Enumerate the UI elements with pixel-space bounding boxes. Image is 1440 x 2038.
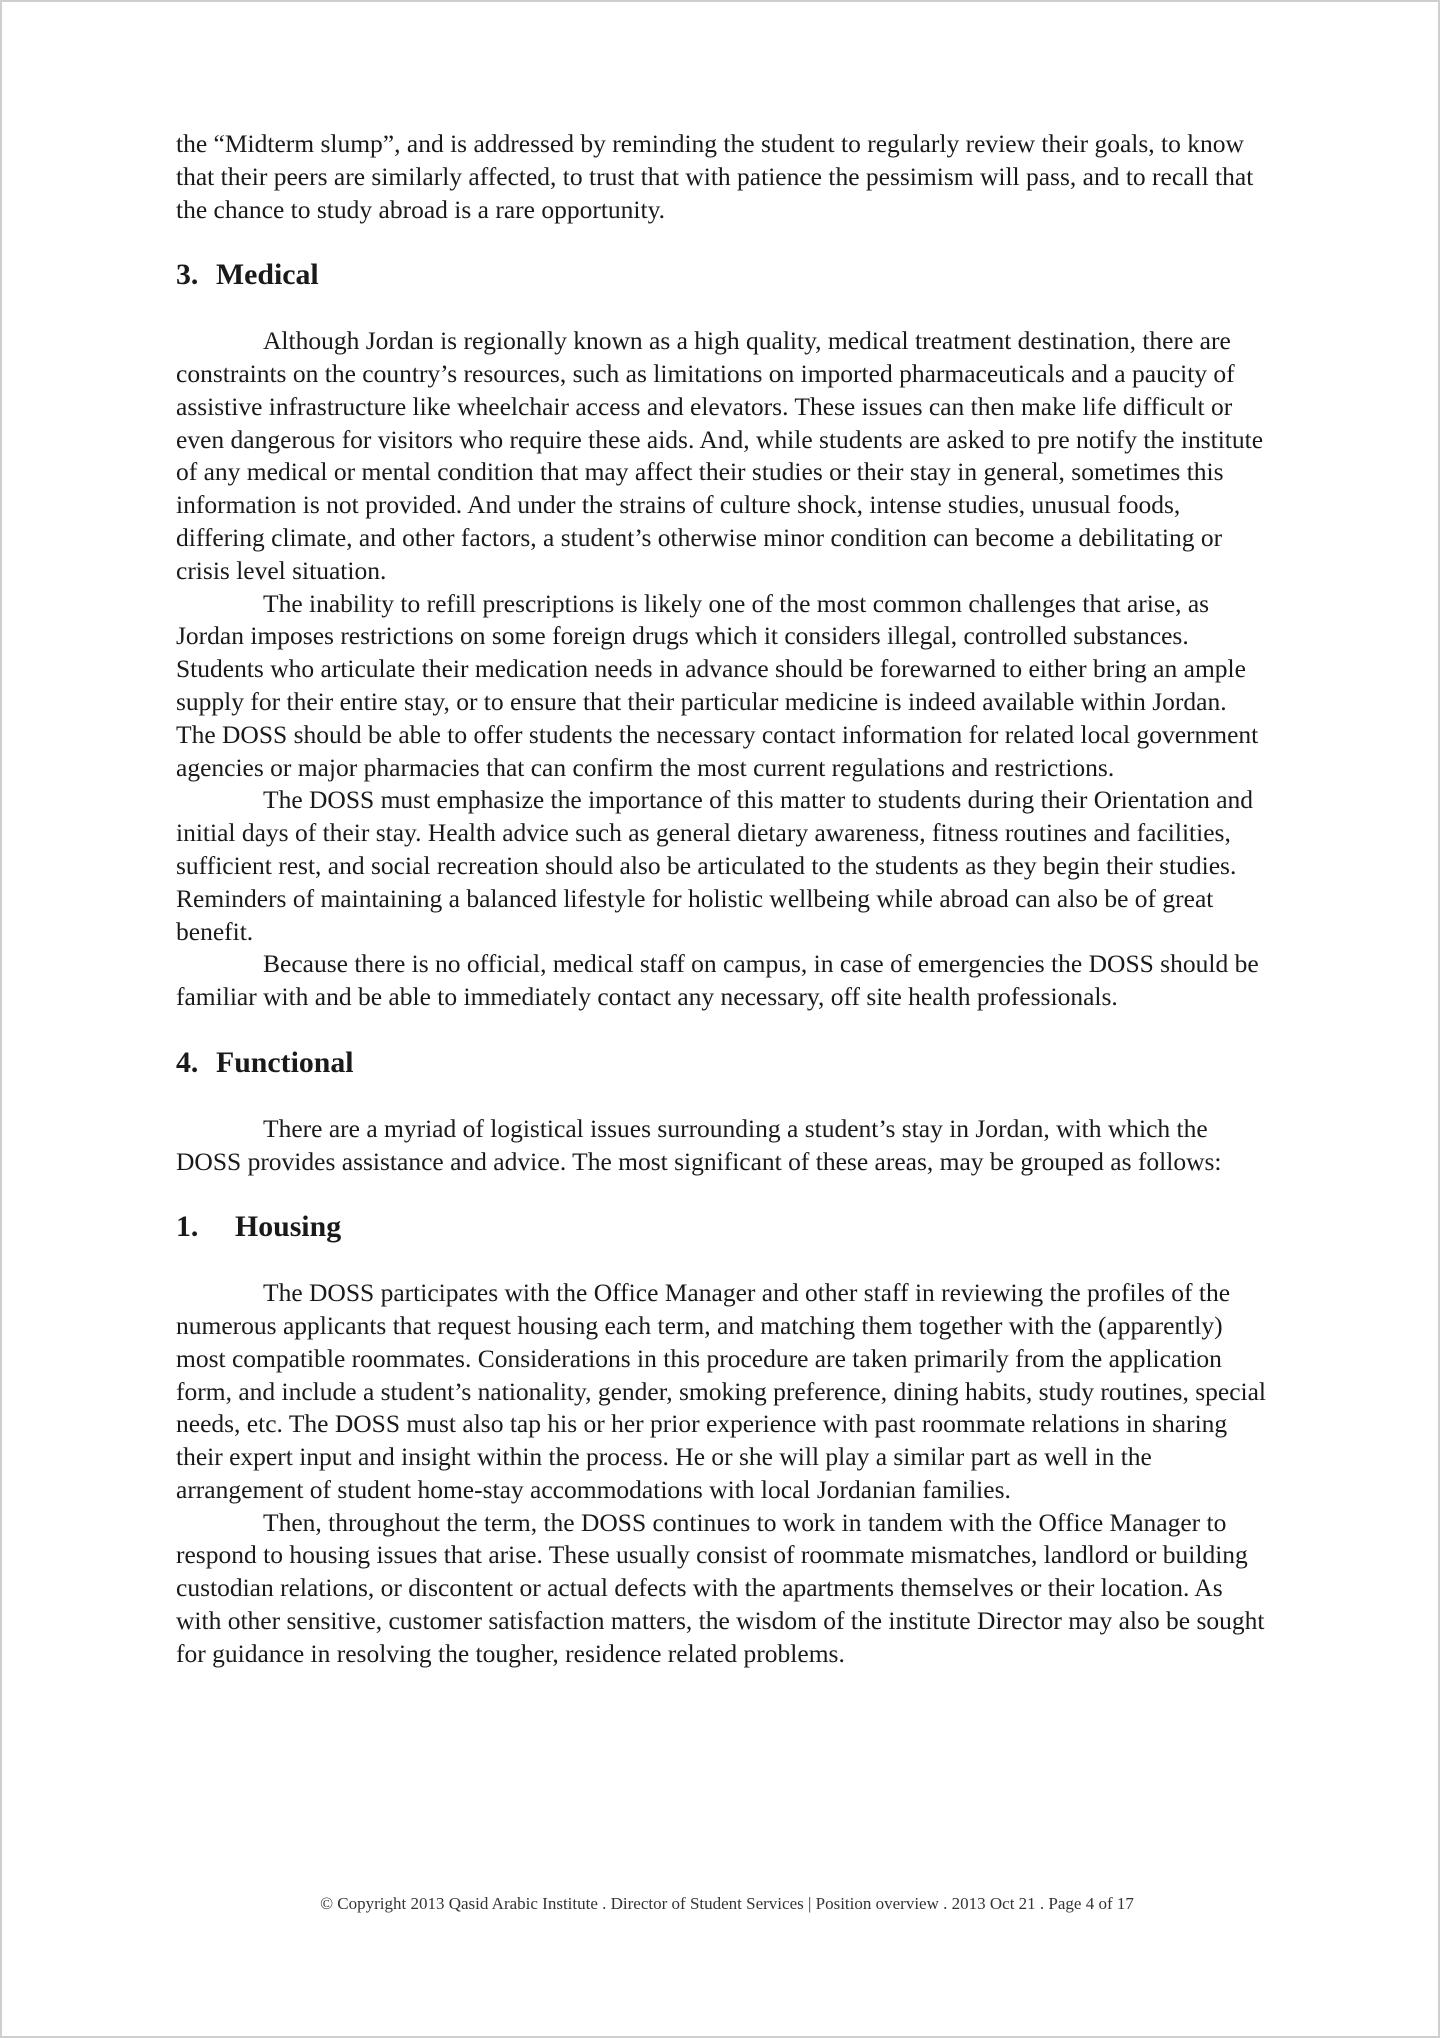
- section-title: Medical: [216, 258, 319, 292]
- section-title: Functional: [216, 1045, 354, 1079]
- spacer: [176, 1178, 1268, 1211]
- page-footer: © Copyright 2013 Qasid Arabic Institute . Director of Student Services | Position overview . 2013 Oct 21 . Page 4 of 17: [320, 1894, 1134, 1913]
- functional-paragraph-1: There are a myriad of logistical issues surrounding a student’s stay in Jordan, with which the DOSS provides assistance and advice. The most significant of these areas, may be grouped as follows:: [176, 1113, 1222, 1176]
- section-heading-functional: [176, 1047, 1268, 1080]
- section-heading-medical: [176, 259, 1268, 292]
- section-number: 3.: [176, 258, 199, 292]
- intro-paragraph: the “Midterm slump”, and is addressed by reminding the student to regularly review their goals, to know that their peers are similarly affected, to trust that with patience the pessimism will pass, and to recall that the chance to study abroad is a rare opportunity.: [176, 129, 1254, 224]
- housing-paragraph-2: Then, throughout the term, the DOSS continues to work in tandem with the Office Manager to respond to housing issues that arise. These usually consist of roommate mismatches, landlord or building custodian relations, or discontent or actual defects with the apartments themselves or their location. As with other sensitive, customer satisfaction matters, the wisdom of the institute Director may also be sought for guidance in resolving the tougher, residence related problems.: [176, 1507, 1265, 1668]
- housing-paragraph-1: The DOSS participates with the Office Manager and other staff in reviewing the profiles of the numerous applicants that request housing each term, and matching them together with the (apparently) most compatible roommates. Considerations in this procedure are taken primarily from the application form, and include a student’s nationality, gender, smoking preference, dining habits, study routines, special needs, etc. The DOSS must also tap his or her prior experience with past roommate relations in sharing their expert input and insight within the process. He or she will play a similar part as well in the arrangement of student home-stay accommodations with local Jordanian families.: [176, 1278, 1267, 1504]
- spacer: [176, 292, 1268, 325]
- section-heading-housing: [176, 1211, 1268, 1244]
- spacer: [176, 1014, 1268, 1047]
- medical-paragraph-3: The DOSS must emphasize the importance of this matter to students during their Orientation and initial days of their stay. Health advice such as general dietary awareness, fitness routines and facilities, sufficient rest, and social recreation should also be articulated to the students as they begin their studies. Reminders of maintaining a balanced lifestyle for holistic wellbeing while abroad can also be of great benefit.: [176, 785, 1254, 946]
- section-number: 1.: [176, 1210, 199, 1244]
- medical-paragraph-4: Because there is no official, medical staff on campus, in case of emergencies the DOSS should be familiar with and be able to immediately contact any necessary, off site health professionals.: [176, 949, 1259, 1012]
- medical-paragraph-1: Although Jordan is regionally known as a high quality, medical treatment destination, there are constraints on the country’s resources, such as limitations on imported pharmaceuticals and a paucity of assistive infrastructure like wheelchair access and elevators. These issues can then make life difficult or even dangerous for visitors who require these aids. And, while students are asked to pre notify the institute of any medical or mental condition that may affect their studies or their stay in general, sometimes this information is not provided. And under the strains of culture shock, intense studies, unusual foods, differing climate, and other factors, a student’s otherwise minor condition can become a debilitating or crisis level situation.: [176, 326, 1264, 585]
- medical-paragraph-2: The inability to refill prescriptions is likely one of the most common challenges that arise, as Jordan imposes restrictions on some foreign drugs which it considers illegal, controlled substances. Students who articulate their medication needs in advance should be forewarned to either bring an ample supply for their entire stay, or to ensure that their particular medicine is indeed available within Jordan. The DOSS should be able to offer students the necessary contact information for related local government agencies or major pharmacies that can confirm the most current regulations and restrictions.: [176, 588, 1259, 782]
- section-title: Housing: [235, 1210, 342, 1244]
- section-number: 4.: [176, 1045, 199, 1079]
- document-body: [176, 128, 1268, 1671]
- spacer: [176, 1244, 1268, 1277]
- spacer: [176, 1080, 1268, 1113]
- spacer: [176, 226, 1268, 259]
